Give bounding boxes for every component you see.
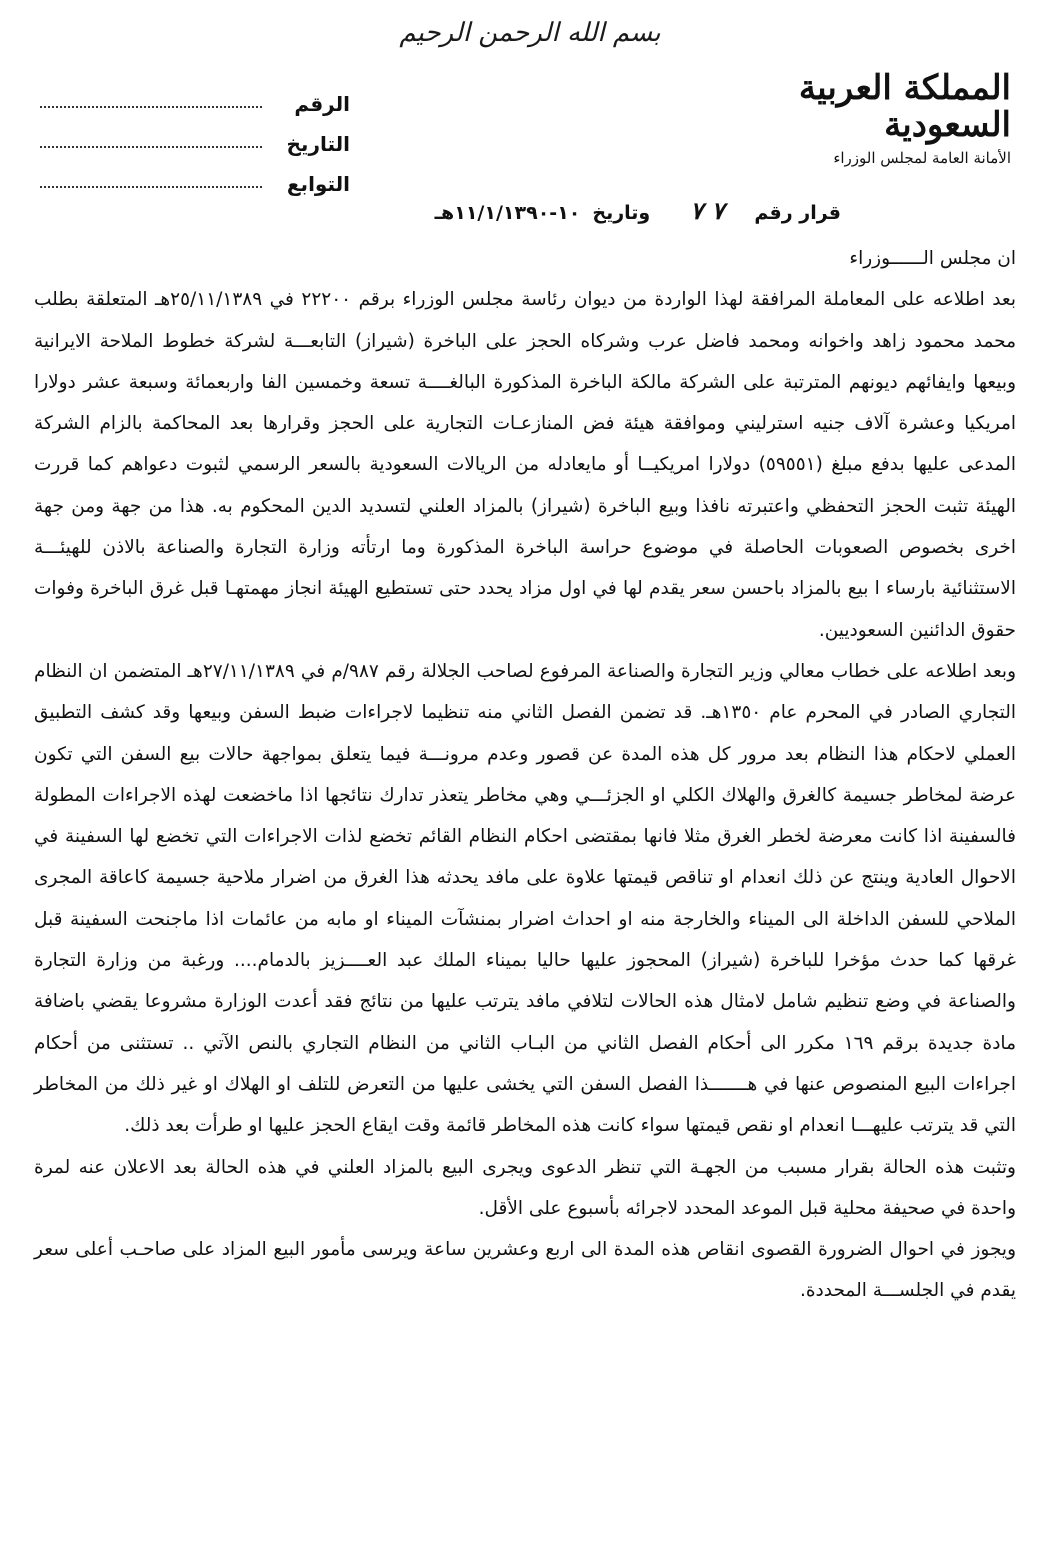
decision-date-label: وتاريخ <box>592 202 651 224</box>
body-paragraph: ويجوز في احوال الضرورة القصوى انقاص هذه المدة الى اربع وعشرين ساعة ويرسى مأمور البيع المزاد على صاحـب أعلى سعر يقدم في الجلســـة المحددة. <box>34 1239 1016 1302</box>
office-name: الأمانة العامة لمجلس الوزراء <box>833 148 1011 167</box>
body-paragraph: ان مجلس الــــــوزراء <box>849 248 1016 269</box>
basmala: بسم الله الرحمن الرحيم <box>399 18 661 48</box>
body-paragraph: وتثبت هذه الحالة بقرار مسبب من الجهـة التي تنظر الدعوى ويجرى البيع بالمزاد العلني في هذه الحالة بعد الاعلان عنه لمرة واحدة في صحيفة محلية قبل الموعد المحدد لاجرائه بأسبوع على الأقل. <box>34 1156 1016 1219</box>
decision-number: ٧ ٧ <box>690 196 725 225</box>
reference-label: التوابع <box>286 172 350 196</box>
reference-blank-line <box>40 186 262 188</box>
letterhead <box>711 70 1011 167</box>
reference-blank-line <box>40 106 262 108</box>
reference-row-date <box>40 116 350 156</box>
reference-label: التاريخ <box>286 132 350 156</box>
decision-line <box>423 196 841 225</box>
decision-date: ١٠-١١/١/١٣٩٠هـ <box>434 202 581 224</box>
body-paragraph: وبعد اطلاعه على خطاب معالي وزير التجارة والصناعة المرفوع لصاحب الجلالة رقم ٩٨٧/م في ٢٧/١١/١٣٨٩هـ المتضمن ان النظام التجاري الصادر في المحرم عام ١٣٥٠هـ. قد تضمن الفصل الثاني منه تنظيما لاجراءات ضبط السفن وبيعها وقد كشف التطبيق العملي لاحكام هذا النظام بعد مرور كل هذه المدة عن قصور وعدم مرونـــة فيما يتعلق بمواجهة حالات بيع السفن التي تكون عرضة لمخاطر جسيمة كالغرق والهلاك الكلي او الجزئـــي وهي مخاطر يتعذر تدارك نتائجها اذا ماخضعت لهذه الاجراءات المطولة فالسفينة اذا كانت معرضة لخطر الغرق مثلا فانها بمقتضى احكام النظام القائم تخضع لذات الاجراءات التي تخضع لها السفينة في الاحوال العادية وينتج عن ذلك انعدام او تناقص قيمتها علاوة على مافد يحدثه هذا الغرق من اضرار ملاحية جسيمة كاعاقة المجرى الملاحي للسفن الداخلة الى الميناء والخارجة منه او احداث اضرار بمنشآت الميناء او مابه من عائمات اذا ماجنحت السفينة قبل غرقها كما حدث مؤخرا للباخرة (شيراز) المحجوز عليها حاليا بميناء الملك عبد العــــزيز بالدمام.... ورغبة من وزارة التجارة والصناعة في وضع تنظيم شامل لامثال هذه الحالات لتلافي مافد يترتب عليها من نتائج فقد أعدت الوزارة مشروعا يقضي باضافة مادة جديدة برقم ١٦٩ مكرر الى أحكام الفصل الثاني من البـاب الثاني من النظام التجاري بالنص الآتي .. تستثنى من أحكام اجراءات البيع المنصوص عنها في هـــــــذا الفصل السفن التي يخشى عليها من التعرض للتلف او الهلاك او غير ذلك من المخاطر التي قد يترتب عليهـــا انعدام او نقص قيمتها سواء كانت هذه المخاطر قائمة وقت ايقاع الحجز عليها او طرأت بعد ذلك. <box>34 660 1017 1137</box>
body-paragraph: بعد اطلاعه على المعاملة المرافقة لهذا الواردة من ديوان رئاسة مجلس الوزراء برقم ٢٢٢٠٠ في ٢٥/١١/١٣٨٩هـ المتعلقة بطلب محمد محمود زاهد واخوانه ومحمد فاضل عرب وشركاه الحجز على الباخرة (شيراز) التابعـــة لشركة خطوط الملاحة الايرانية وبيعها وايفائهم ديونهم المترتبة على الشركة مالكة الباخرة المذكورة البالغــــة تسعة وخمسين الفا واربعمائة وسبعة عشر دولارا امريكيا وعشرة آلاف جنيه استرليني وموافقة هيئة فض المنازعـات التجارية على الحجز وقرارها بعد المحاكمة بالزام الشركة المدعى عليها بدفع مبلغ (٥٩٥٥١) دولارا امريكيــا أو مايعادله من الريالات السعودية بالسعر الرسمي لثبوت دعواهم كما قررت الهيئة تثبت الحجز التحفظي واعتبرته نافذا وبيع الباخرة (شيراز) بالمزاد العلني لتسديد الدين المحكوم به. هذا من جهة ومن جهة اخرى بخصوص الصعوبات الحاصلة في موضوع حراسة الباخرة المذكورة وما ارتأته وزارة التجارة والصناعة بالاذن للهيئـــة الاستثنائية بارساء ا بيع بالمزاد باحسن سعر يقدم لها في اول مزاد يحدد حتى تستطيع الهيئة انجاز مهمتهـا قبل غرق الباخرة وفوات حقوق الدائنين السعوديين. <box>34 289 1016 641</box>
reference-blank-line <box>40 146 262 148</box>
document-body <box>34 238 1016 1312</box>
kingdom-name: المملكة العربية السعودية <box>798 68 1011 146</box>
reference-row-attachments <box>40 156 350 196</box>
reference-fields <box>40 76 350 196</box>
decision-label: قرار رقم <box>754 202 841 224</box>
reference-label: الرقم <box>294 92 350 116</box>
reference-row-number <box>40 76 350 116</box>
